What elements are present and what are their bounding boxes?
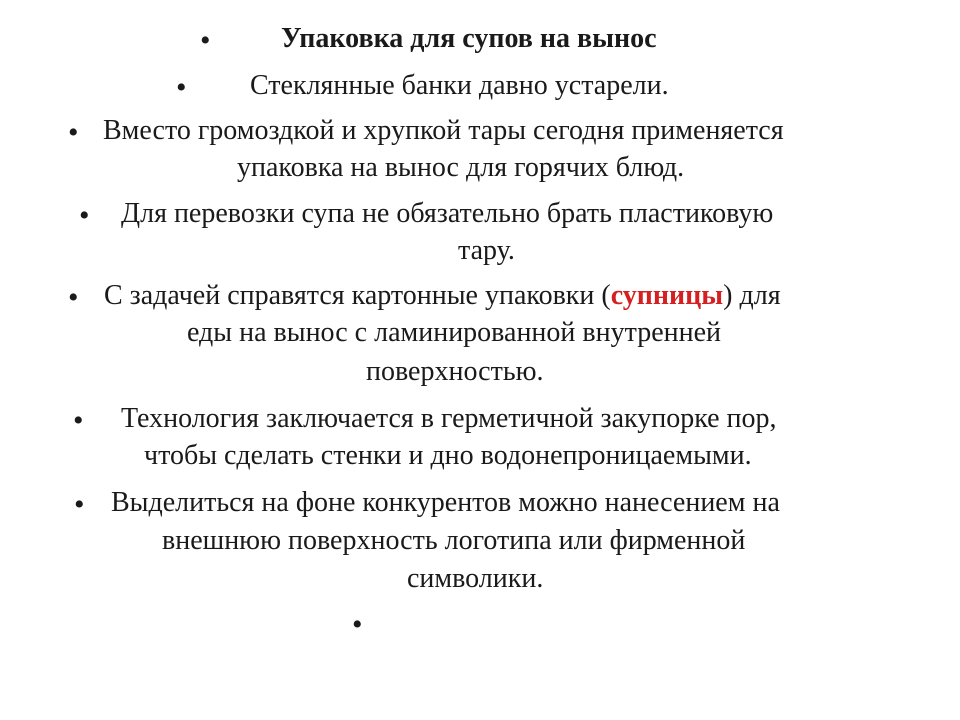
bullet-point: • [200, 24, 211, 57]
list-item-text: чтобы сделать стенки и дно водонепроницаемыми. [144, 440, 752, 471]
list-item-text: Технология заключается в герметичной закупорке пор, [121, 403, 777, 434]
highlighted-term: супницы [610, 280, 724, 311]
list-item-text: тару. [458, 235, 515, 266]
list-item-text: Вместо громоздкой и хрупкой тары сегодня применяется [103, 115, 784, 146]
list-item-text-suffix: ) для [723, 280, 781, 311]
list-item-text: Стеклянные банки давно устарели. [250, 70, 669, 101]
list-item-text: поверхностью. [366, 356, 544, 387]
list-item-text: Для перевозки супа не обязательно брать пластиковую [121, 198, 774, 229]
bullet-point: • [68, 116, 79, 149]
bullet-point: • [68, 281, 79, 314]
list-item-text: упаковка на вынос для горячих блюд. [237, 152, 685, 183]
list-item-text: внешнюю поверхность логотипа или фирменной [162, 525, 746, 556]
bullet-point: • [73, 404, 84, 437]
list-item-text: еды на вынос с ламинированной внутренней [187, 317, 721, 348]
slide-title: Упаковка для супов на вынос [281, 23, 657, 54]
bullet-point: • [176, 71, 187, 104]
list-item-text: Выделиться на фоне конкурентов можно нанесением на [111, 487, 780, 518]
list-item-text: символики. [407, 563, 544, 594]
bullet-point: • [79, 199, 90, 232]
bullet-point: • [74, 488, 85, 521]
bullet-point: • [352, 608, 363, 641]
list-item-text-prefix: С задачей справятся картонные упаковки ( [104, 280, 611, 311]
list-item-text [104, 276, 781, 316]
